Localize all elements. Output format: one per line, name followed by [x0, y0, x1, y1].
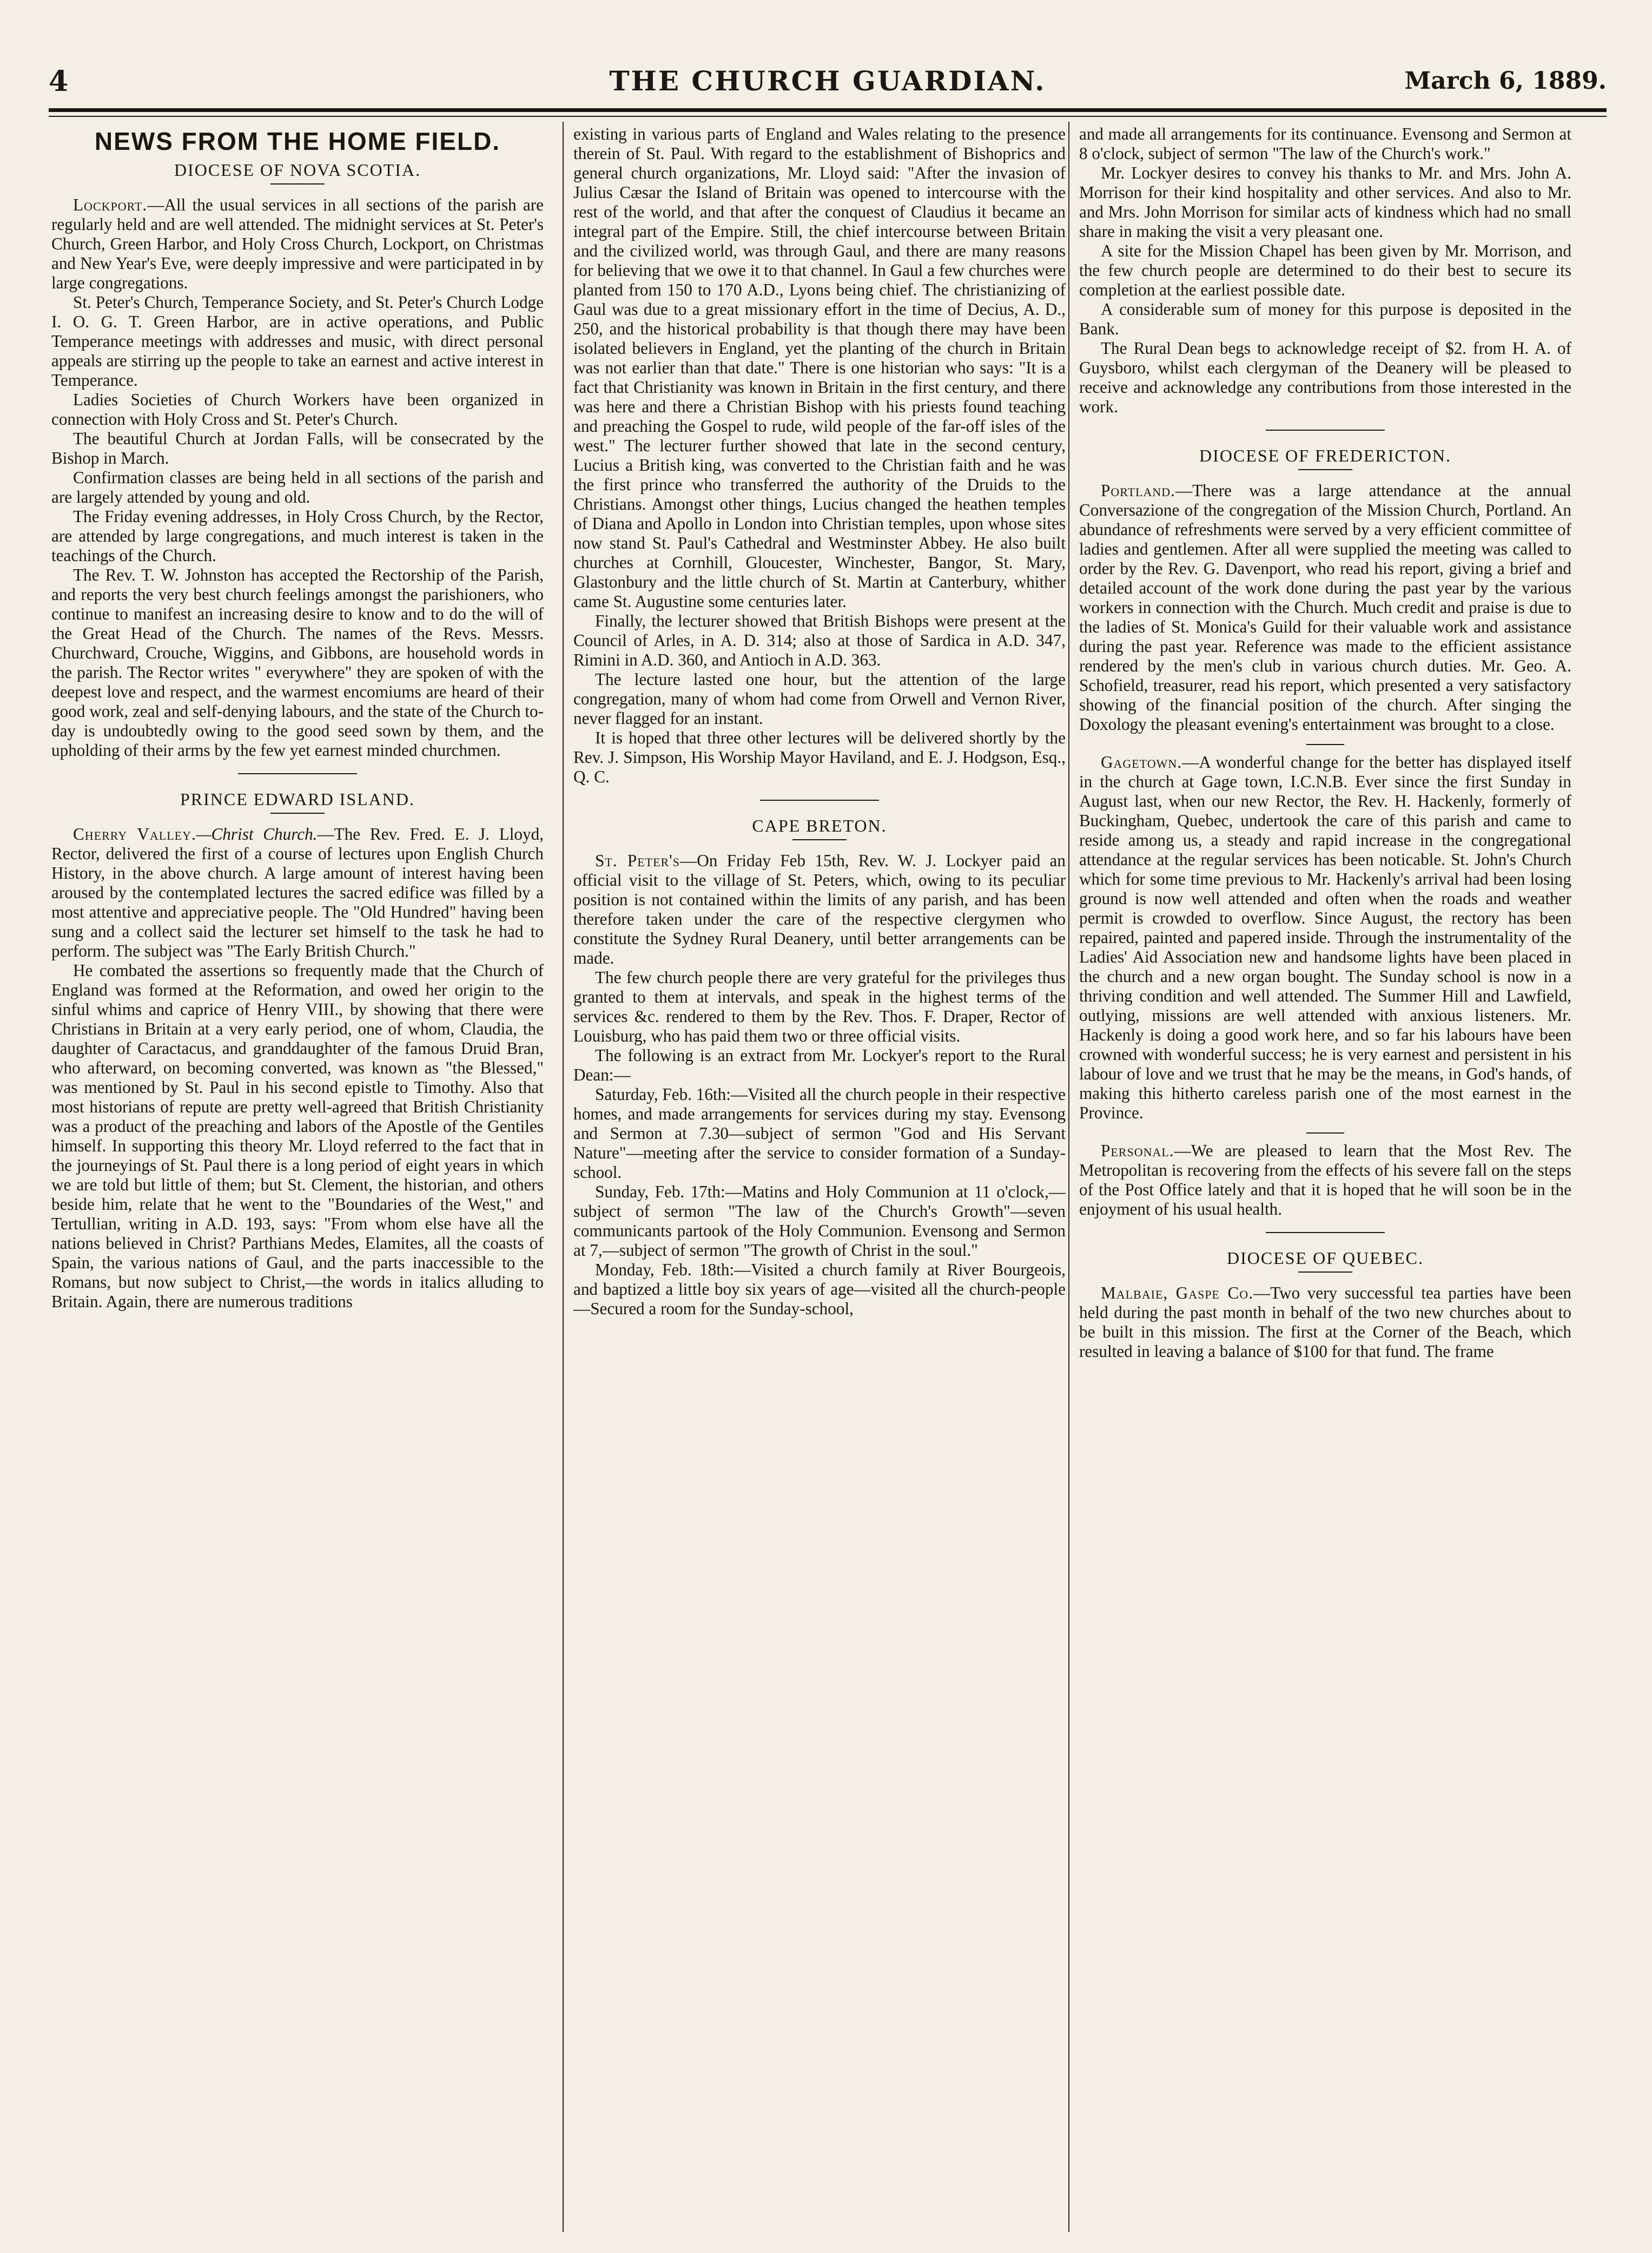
article-paragraph: St. Peter's—On Friday Feb 15th, Rev. W. J. Lockyer paid an official visit to the village of St. Peters, which, owing to its peculiar position is not contained within the limits of any parish, and has been therefore taken under the care of the respective clergymen who constitute the Sydney Rural Deanery, until better arrangements can be made.	[573, 851, 1066, 967]
item-separator	[1306, 744, 1344, 745]
article-paragraph: Malbaie, Gaspe Co.—Two very successful tea parties have been held during the past month in behalf of the two new churches about to be built in this mission. The first at the Corner of the Beach, which resulted in leaving a balance of $100 for that fund. The frame	[1079, 1283, 1571, 1361]
heading-rule	[792, 839, 847, 840]
article-paragraph: The Rural Dean begs to acknowledge receipt of $2. from H. A. of Guysboro, whilst each clergyman of the Deanery will be pleased to receive and acknowledge any contributions from those interested in the work.	[1079, 339, 1571, 416]
place-lead: St. Peter's	[595, 851, 680, 870]
article-paragraph: Cherry Valley.—Christ Church.—The Rev. Fred. E. J. Lloyd, Rector, delivered the first of a course of lectures upon English Church History, in the above church. A large amount of interest having been aroused by the contemplated lectures the sacred edifice was filled by a most attentive and appreciative people. The "Old Hundred" having been sung and a collect said the lecturer set himself to the task he had to perform. The subject was "The Early British Church."	[51, 825, 544, 960]
masthead-rule	[49, 108, 1607, 112]
item-separator	[1306, 1132, 1344, 1134]
article-paragraph: Sunday, Feb. 17th:—Matins and Holy Communion at 11 o'clock,—subject of sermon "The law of the Church's Growth"—seven communicants partook of the Holy Communion. Evensong and Sermon at 7,—subject of sermon "The growth of Christ in the soul."	[573, 1182, 1066, 1260]
section-rule	[1266, 1232, 1385, 1233]
column-3	[1079, 124, 1571, 2229]
column-1	[51, 124, 544, 2229]
masthead	[49, 65, 1607, 103]
article-paragraph: Portland.—There was a large attendance at the annual Conversazione of the congregation of the Mission Church, Portland. An abundance of refreshments were served by a very efficient committee of ladies and gentlemen. After all were supplied the meeting was called to order by the Rev. G. Davenport, who read his report, giving a brief and detailed account of the work done during the past year by the various workers in connection with the Church. Much credit and praise is due to the ladies of St. Monica's Guild for their valuable work and assistance during the past year. Reference was made to the efficient assistance rendered by the men's club in various church duties. Mr. Geo. A. Schofield, treasurer, read his report, which presented a very satisfactory showing of the financial position of the church. After singing the Doxology the pleasant evening's entertainment was brought to a close.	[1079, 481, 1571, 734]
article-paragraph: Confirmation classes are being held in all sections of the parish and are largely attended by young and old.	[51, 468, 544, 506]
article-paragraph: The Friday evening addresses, in Holy Cross Church, by the Rector, are attended by large congregations, and much interest is taken in the teachings of the Church.	[51, 507, 544, 565]
section-rule	[238, 773, 357, 774]
article-paragraph: Personal.—We are pleased to learn that the Most Rev. The Metropolitan is recovering from the effects of his severe fall on the steps of the Post Office lately and that it is hoped that he will soon be in the enjoyment of his usual health.	[1079, 1141, 1571, 1218]
place-lead: Gagetown.	[1101, 753, 1182, 772]
place-lead: Malbaie, Gaspe Co.	[1101, 1283, 1253, 1302]
article-paragraph: Ladies Societies of Church Workers have been organized in connection with Holy Cross and St. Peter's Church.	[51, 390, 544, 429]
article-paragraph: Lockport.—All the usual services in all sections of the parish are regularly held and are well attended. The midnight services at St. Peter's Church, Green Harbor, and Holy Cross Church, Lockport, on Christmas and New Year's Eve, were deeply impressive and were participated in by large congregations.	[51, 195, 544, 292]
column-divider	[563, 122, 564, 2232]
article-paragraph: St. Peter's Church, Temperance Society, and St. Peter's Church Lodge I. O. G. T. Green Harbor, are in active operations, and Public Temperance meetings with addresses and music, with direct personal appeals are stirring up the people to take an earnest and active interest in Temperance.	[51, 293, 544, 390]
heading-rule	[1298, 469, 1352, 470]
article-paragraph: and made all arrangements for its continuance. Evensong and Sermon at 8 o'clock, subject of sermon "The law of the Church's work."	[1079, 124, 1571, 163]
article-paragraph: He combated the assertions so frequently made that the Church of England was formed at the Reformation, and owed her origin to the sinful whims and caprice of Henry VIII., by showing that there were Christians in Britain at a very early period, one of whom, Claudia, the daughter of Caractacus, and granddaughter of the famous Druid Bran, who afterward, on becoming converted, was known as "the Blessed," was mentioned by St. Paul in his second epistle to Timothy. Also that most historians of repute are pretty well-agreed that British Christianity was a product of the preaching and labors of the Apostle of the Gentiles himself. In supporting this theory Mr. Lloyd referred to the fact that in the journeyings of St. Paul there is a long period of eight years in which we are told but little of them; but St. Clement, the historian, and others beside him, relate that he went to the "Boundaries of the West," and Tertullian, writing in A.D. 193, says: "From whom else have all the nations believed in Christ? Parthians Medes, Elamites, all the coasts of Spain, the various nations of Gaul, and the parts inaccessible to the Romans, but now subject to Christ,—the words in italics alluding to Britain. Again, there are numerous traditions	[51, 961, 544, 1311]
diocese-heading: DIOCESE OF FREDERICTON.	[1199, 446, 1451, 465]
diocese-heading: DIOCESE OF QUEBEC.	[1226, 1248, 1424, 1268]
masthead-rule-thin	[49, 116, 1607, 117]
article-paragraph: existing in various parts of England and Wales relating to the presence therein of St. Paul. With regard to the establishment of Bishoprics and general church organizations, Mr. Lloyd said: "After the invasion of Julius Cæsar the Island of Britain was opened to intercourse with the rest of the world, and that after the conquest of Claudius it became an integral part of the Empire. Still, the chief intercourse between Britain and the civilized world, was through Gaul, and there are many reasons for believing that we owe it to that channel. In Gaul a few churches were planted from 150 to 170 A.D., Lyons being chief. The christianizing of Gaul was due to a great missionary effort in the time of Decius, A. D., 250, and the historical probability is that though there may have been isolated believers in England, yet the planting of the church in Britain was not earlier than that date." There is one historian who says: "It is a fact that Christianity was known in Britain in the first century, and there was here and there a Christian Bishop with his priests found teaching and preaching the Gospel to rude, wild people of the far-off isles of the west." The lecturer further showed that late in the second century, Lucius a British king, was converted to the Christian faith and he was the first prince who transferred the authority of the Druids to the Christians. Amongst other things, Lucius changed the heathen temples of Diana and Apollo in London into Christian temples, upon whose sites now stand St. Paul's Cathedral and Westminster Abbey. He also built churches at Cornhill, Gloucester, Winchester, Bangor, St. Mary, Glastonbury and the little church of St. Martin at Canterbury, whither came St. Augustine some centuries later.	[573, 124, 1066, 611]
article-paragraph: Gagetown.—A wonderful change for the better has displayed itself in the church at Gage town, I.C.N.B. Ever since the first Sunday in August last, when our new Rector, the Rev. H. Hackenly, formerly of Buckingham, Quebec, undertook the care of this parish and came to reside among us, a steady and rapid increase in the congregational attendance at the regular services has been noticable. St. John's Church which for some time previous to Mr. Hackenly's arrival had been losing ground is now well attended and often when the roads and weather permit is crowded to overflow. Since August, the rectory has been repaired, painted and papered inside. Through the instrumentality of the Ladies' Aid Association new and handsome lights have been placed in the church and a new organ bought. The Sunday school is now in a thriving condition and well attended. The Summer Hill and Lawfield, outlying, missions are well attended with anxious listeners. Mr. Hackenly is doing a good work here, and so far his labours have been crowned with wonderful success; he is very earnest and persistent in his labour of love and we trust that he may be the means, in God's hands, of making this hitherto careless parish one of the most earnest in the Province.	[1079, 753, 1571, 1122]
diocese-heading: CAPE BRETON.	[752, 816, 887, 835]
article-paragraph: Saturday, Feb. 16th:—Visited all the church people in their respective homes, and made arrangements for services during my stay. Evensong and Sermon at 7.30—subject of sermon "God and His Servant Nature"—meeting after the service to consider formation of a Sunday-school.	[573, 1085, 1066, 1182]
article-paragraph: The Rev. T. W. Johnston has accepted the Rectorship of the Parish, and reports the very best church feelings amongst the parishioners, who continue to manifest an increasing desire to know and to do the will of the Great Head of the Church. The names of the Revs. Messrs. Churchward, Crouche, Wiggins, and Gibbons, are household words in the parish. The Rector writes " everywhere" they are spoken of with the deepest love and respect, and the warmest encomiums are heard of their good work, zeal and self-denying labours, and the state of the Church to-day is undoubtedly owing to the good seed sown by them, and the upholding of their arms by the few yet earnest minded churchmen.	[51, 565, 544, 760]
heading-rule	[1298, 1272, 1352, 1273]
column-divider	[1068, 122, 1069, 2232]
article-paragraph: Mr. Lockyer desires to convey his thanks to Mr. and Mrs. John A. Morrison for their kind hospitality and other services. And also to Mr. and Mrs. John Morrison for similar acts of kindness which had no small share in making the visit a very pleasant one.	[1079, 163, 1571, 241]
newspaper-title: THE CHURCH GUARDIAN.	[609, 65, 1046, 97]
page-number: 4	[49, 65, 69, 98]
article-paragraph: The following is an extract from Mr. Lockyer's report to the Rural Dean:—	[573, 1046, 1066, 1084]
diocese-heading: PRINCE EDWARD ISLAND.	[180, 789, 415, 809]
article-paragraph: It is hoped that three other lectures will be delivered shortly by the Rev. J. Simpson, His Worship Mayor Haviland, and E. J. Hodgson, Esq., Q. C.	[573, 728, 1066, 786]
heading-rule	[270, 813, 325, 814]
place-lead: Portland.	[1101, 481, 1175, 500]
heading-rule	[270, 183, 325, 185]
diocese-heading: DIOCESE OF NOVA SCOTIA.	[174, 160, 421, 180]
place-lead: Lockport.	[73, 195, 148, 214]
section-heading: NEWS FROM THE HOME FIELD.	[94, 127, 501, 155]
church-name: —Christ Church.	[196, 825, 318, 844]
article-paragraph: Finally, the lecturer showed that British Bishops were present at the Council of Arles, in A. D. 314; also at those of Sardica in A.D. 347, Rimini in A.D. 360, and Antioch in A.D. 363.	[573, 611, 1066, 669]
column-2	[573, 124, 1066, 2229]
article-paragraph: A site for the Mission Chapel has been given by Mr. Morrison, and the few church people are determined to do their best to secure its completion at the earliest possible date.	[1079, 241, 1571, 299]
place-lead: Cherry Valley.	[73, 825, 196, 844]
place-lead: Personal.	[1101, 1141, 1174, 1160]
section-rule	[760, 800, 879, 801]
article-paragraph: The few church people there are very grateful for the privileges thus granted to them at intervals, and speak in the highest terms of the services &c. rendered to them by the Rev. Thos. F. Draper, Rector of Louisburg, who has paid them two or three official visits.	[573, 968, 1066, 1045]
article-paragraph: A considerable sum of money for this purpose is deposited in the Bank.	[1079, 300, 1571, 338]
article-paragraph: The lecture lasted one hour, but the attention of the large congregation, many of whom had come from Orwell and Vernon River, never flagged for an instant.	[573, 670, 1066, 728]
issue-date: March 6, 1889.	[1404, 67, 1607, 95]
section-rule	[1266, 430, 1385, 431]
article-paragraph: The beautiful Church at Jordan Falls, will be consecrated by the Bishop in March.	[51, 429, 544, 467]
article-paragraph: Monday, Feb. 18th:—Visited a church family at River Bourgeois, and baptized a little boy six years of age—visited all the church-people—Secured a room for the Sunday-school,	[573, 1260, 1066, 1318]
